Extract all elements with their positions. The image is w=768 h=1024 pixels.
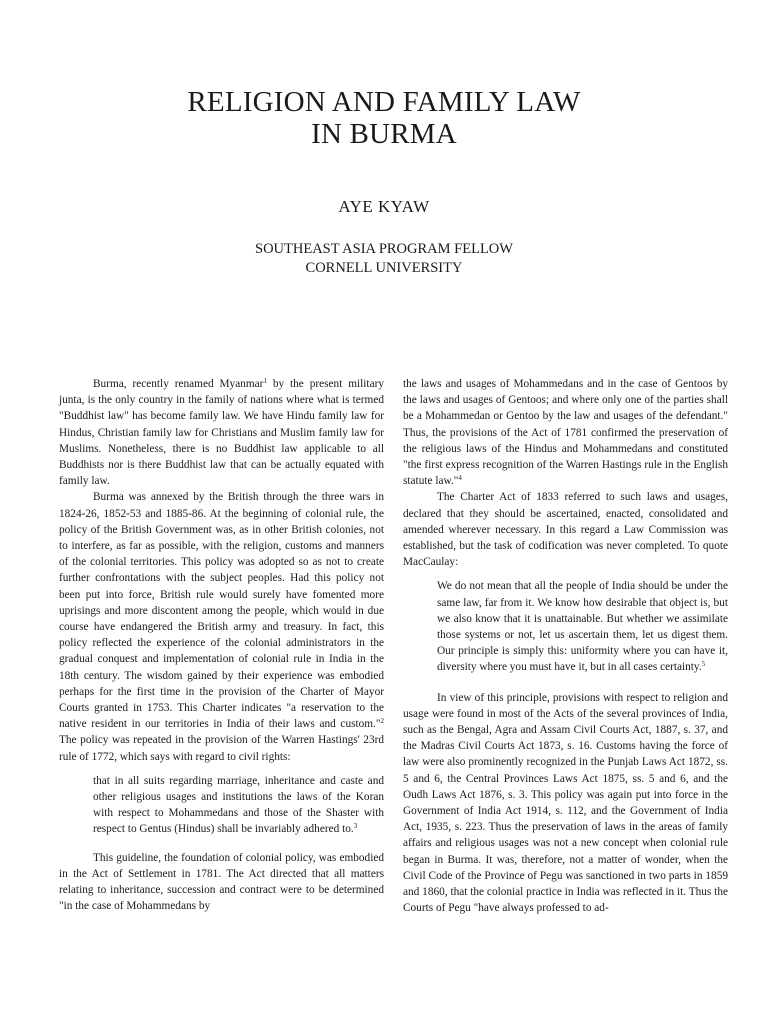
paragraph: In view of this principle, provisions with respect to religion and usage were found in most of the Acts of the several provinces of India, such as the Bengal, Agra and Assam Civil Courts Act, 1887, s. 37, and the Madras Civil Courts Act 1873, s. 16. Customs having the force of law were also prominently recognized in the Punjab Laws Act 1872, ss. 5 and 6, the Central Provinces Laws Act 1875, ss. 5 and 6, and the Oudh Laws Act 1876, s. 3. This policy was again put into force in the Government of India Act 1914, s. 112, and the Government of India Act, 1935, s. 223. Thus the preservation of laws in the areas of family affairs and religious usages was not a new concept when colonial rule began in Burma. It was, therefore, not a matter of wonder, when the Civil Code of the Province of Pegu was sanctioned in two parts in 1859 and 1860, that the colonial practice in India was reflected in it. Thus the Courts of Pegu "have always professed to ad- <box>403 691 728 915</box>
title-line-1: RELIGION AND FAMILY LAW <box>187 86 581 118</box>
right-column <box>403 376 728 917</box>
paragraph <box>403 376 728 489</box>
affiliation-line-1: SOUTHEAST ASIA PROGRAM FELLOW <box>255 241 513 257</box>
paragraph-text: by the present military junta, is the only country in the family of nations where what is termed "Buddhist law" has become family law. We have Hindu family law for Hindus, Christian family law for Christians and Muslim family law for Muslims. Nonetheless, there is no Buddhist law applicable to all Buddhists nor is there Buddhist law that can be actually equated with family law. <box>59 378 384 488</box>
author-name: AYE KYAW <box>338 197 430 216</box>
footnote-marker: 1 <box>263 377 267 385</box>
footnote-marker: 3 <box>353 822 358 831</box>
title-line-2: IN BURMA <box>311 118 457 150</box>
block-quote <box>437 578 728 675</box>
left-column <box>59 376 384 915</box>
paragraph-text: Burma was annexed by the British through the three wars in 1824-26, 1852-53 and 1885-86. At the beginning of colonial rule, the policy of the British Government was, as in other British colonies, not to interfere, as far as possible, with the religion, customs and manners of the colonial territories. This policy was adopted so as not to create further confrontations with the subject peoples. Had this policy not been put into force, British rule would surely have fomented more uprisings and more discontent among the people, which would in due course have endangered the British army and treasury. In fact, this policy reflected the experience of the colonial administrators in the gradual conquest and implementation of colonial rule in India in the 18th century. The wisdom gained by their experience was embodied perhaps for the first time in the provision of the Charter of Mayor Courts granted in 1753. This Charter indicates "a reservation to the native resident in our territories in India of their laws and custom." <box>59 491 384 731</box>
paragraph: This guideline, the foundation of colonial policy, was embodied in the Act of Settlement in 1781. The Act directed that all matters relating to inheritance, succession and contract were to be determined "in the case of Mohammedans by <box>59 851 384 913</box>
footnote-marker: 4 <box>458 474 462 483</box>
affiliation-line-2: CORNELL UNIVERSITY <box>305 260 463 276</box>
quote-text: We do not mean that all the people of India should be under the same law, far from it. We know how desirable that object is, but we also know that it is unattainable. But whether we assimilate those systems or not, let us ascertain them, let us digest them. Our principle is simply this: uniformity where you can have it, diversity where you must have it, but in all cases certainty. <box>437 580 728 674</box>
author-affiliation <box>0 240 768 278</box>
paragraph-text: The policy was repeated in the provision of the Warren Hastings' 23rd rule of 1772, which says with regard to civil rights: <box>59 734 384 763</box>
paragraph: The Charter Act of 1833 referred to such laws and usages, declared that they should be ascertained, enacted, consolidated and amended wherever necessary. In this regard a Law Commission was established, but the task of codification was never completed. To quote MacCaulay: <box>403 491 728 569</box>
paragraph-text: the laws and usages of Mohammedans and in the case of Gentoos by the laws and usages of Gentoos; and where only one of the parties shall be a Mohammedan or Gentoo by the law and usages of the defendant." Thus, the provisions of the Act of 1781 confirmed the preservation of the religious laws of the Hindus and Mohammedans and constituted "the first express recognition of the Warren Hastings rule in the English statute law." <box>403 378 728 488</box>
block-quote <box>93 773 384 838</box>
paper-title <box>0 86 768 150</box>
quote-text: that in all suits regarding marriage, inheritance and caste and other religious usages and institutions the laws of the Koran with respect to Mohammedans and those of the Shaster with respect to Gentus (Hindus) shall be invariably adhered to. <box>93 774 384 836</box>
paragraph-text: Burma, recently renamed Myanmar <box>93 378 264 390</box>
paragraph <box>59 376 384 489</box>
paragraph <box>59 489 384 764</box>
footnote-marker: 5 <box>701 660 706 669</box>
footnote-marker: 2 <box>380 717 384 726</box>
